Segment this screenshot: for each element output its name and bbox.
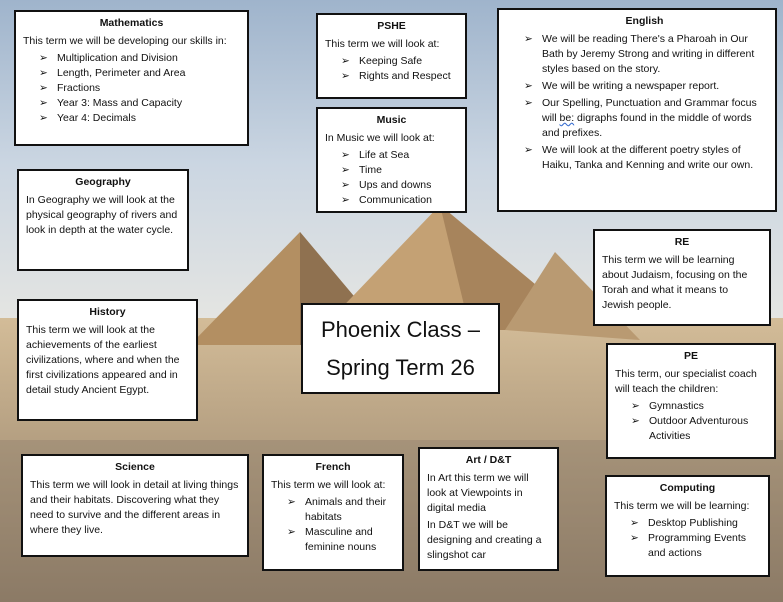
list-item: ➢ Multiplication and Division (39, 52, 178, 64)
music-box (316, 107, 467, 213)
list-item: ➢ We will look at the different poetry styles of Haiku, Tanka and Kenning and write our own. (524, 144, 754, 171)
history-heading: History (89, 306, 126, 318)
pshe-box (316, 13, 467, 99)
list-item: ➢ Keeping Safe (341, 55, 423, 67)
list-item: ➢ Year 3: Mass and Capacity (39, 97, 183, 109)
mathematics-box (14, 10, 249, 146)
list-item: ➢ Programming Events and actions (630, 532, 747, 559)
list-item: ➢ Ups and downs (341, 179, 432, 191)
arrow-bullet-icon: ➢ (39, 112, 48, 124)
list-item: ➢ Life at Sea (341, 149, 410, 161)
mathematics-intro: This term we will be developing our skills in: (23, 35, 227, 47)
pshe-heading: PSHE (377, 20, 406, 32)
computing-intro: This term we will be learning: (614, 500, 750, 512)
arrow-bullet-icon: ➢ (341, 70, 350, 82)
arrow-bullet-icon: ➢ (287, 496, 296, 508)
arrow-bullet-icon: ➢ (524, 80, 533, 92)
list-item: ➢ Time (341, 164, 382, 176)
re-heading: RE (674, 236, 690, 248)
science-box (21, 454, 249, 557)
computing-box (605, 475, 770, 577)
french-box (262, 454, 404, 571)
computing-list (614, 516, 761, 561)
art-dt-box (418, 447, 559, 571)
geography-heading: Geography (75, 176, 131, 188)
list-item: ➢ Our Spelling, Punctuation and Grammar focus will be: digraphs found in the middle of words and prefixes. (524, 97, 757, 139)
list-item: ➢ Length, Perimeter and Area (39, 67, 186, 79)
arrow-bullet-icon: ➢ (341, 194, 350, 206)
geography-text: In Geography we will look at the physical geography of rivers and look in depth at the water cycle. (26, 194, 178, 236)
arrow-bullet-icon: ➢ (341, 55, 350, 67)
music-heading: Music (376, 114, 407, 126)
list-item: ➢ Desktop Publishing (630, 517, 738, 529)
title-line-1: Phoenix Class – (321, 317, 480, 342)
arrow-bullet-icon: ➢ (341, 164, 350, 176)
french-list (271, 495, 395, 555)
pshe-intro: This term we will look at: (325, 38, 440, 50)
list-item: ➢ Animals and their habitats (287, 496, 387, 523)
history-text: This term we will look at the achievements of the earliest civilizations, where and when the first civilizations appeared and in detail study Ancient Egypt. (26, 324, 180, 396)
arrow-bullet-icon: ➢ (524, 97, 533, 109)
list-item: ➢ Masculine and feminine nouns (287, 526, 377, 553)
music-list (325, 148, 458, 208)
music-intro: In Music we will look at: (325, 132, 435, 144)
history-box (17, 299, 198, 421)
spelling-flagged-word: be: (559, 112, 575, 124)
arrow-bullet-icon: ➢ (524, 33, 533, 45)
title-line-2: Spring Term 26 (326, 355, 475, 380)
english-list (524, 32, 765, 173)
english-box (497, 8, 777, 212)
science-heading: Science (115, 461, 155, 473)
arrow-bullet-icon: ➢ (630, 517, 639, 529)
re-box (593, 229, 771, 326)
french-intro: This term we will look at: (271, 479, 386, 491)
arrow-bullet-icon: ➢ (631, 400, 640, 412)
arrow-bullet-icon: ➢ (630, 532, 639, 544)
arrow-bullet-icon: ➢ (39, 52, 48, 64)
list-item: ➢ We will be reading There's a Pharoah in Our Bath by Jeremy Strong and writing in different styles based on the story. (524, 33, 755, 75)
mathematics-heading: Mathematics (99, 17, 164, 29)
french-heading: French (315, 461, 351, 473)
pe-heading: PE (683, 350, 698, 362)
art-text: In Art this term we will look at Viewpoints in digital media (427, 472, 529, 514)
list-item: ➢ Communication (341, 194, 432, 206)
arrow-bullet-icon: ➢ (287, 526, 296, 538)
arrow-bullet-icon: ➢ (524, 144, 533, 156)
mathematics-list (23, 51, 240, 126)
list-item: ➢ Outdoor Adventurous Activities (631, 415, 749, 442)
arrow-bullet-icon: ➢ (341, 179, 350, 191)
pe-box (606, 343, 776, 459)
list-item: ➢ Fractions (39, 82, 101, 94)
pshe-list (325, 54, 458, 84)
pe-intro: This term, our specialist coach will teach the children: (615, 368, 757, 395)
science-text: This term we will look in detail at living things and their habitats. Discovering what they need to survive and the different areas in where they live. (30, 479, 239, 536)
pe-list (615, 399, 767, 444)
english-heading: English (625, 15, 664, 27)
arrow-bullet-icon: ➢ (39, 82, 48, 94)
list-item: ➢ We will be writing a newspaper report. (524, 80, 720, 92)
geography-box (17, 169, 189, 271)
page-title (301, 303, 500, 394)
arrow-bullet-icon: ➢ (39, 97, 48, 109)
re-text: This term we will be learning about Judaism, focusing on the Torah and what it means to Jewish people. (602, 254, 748, 311)
list-item: ➢ Year 4: Decimals (39, 112, 136, 124)
dt-text: In D&T we will be designing and creating a slingshot car (427, 519, 542, 561)
computing-heading: Computing (659, 482, 716, 494)
arrow-bullet-icon: ➢ (341, 149, 350, 161)
list-item: ➢ Rights and Respect (341, 70, 451, 82)
arrow-bullet-icon: ➢ (39, 67, 48, 79)
art-dt-heading: Art / D&T (465, 454, 512, 466)
arrow-bullet-icon: ➢ (631, 415, 640, 427)
list-item: ➢ Gymnastics (631, 400, 704, 412)
